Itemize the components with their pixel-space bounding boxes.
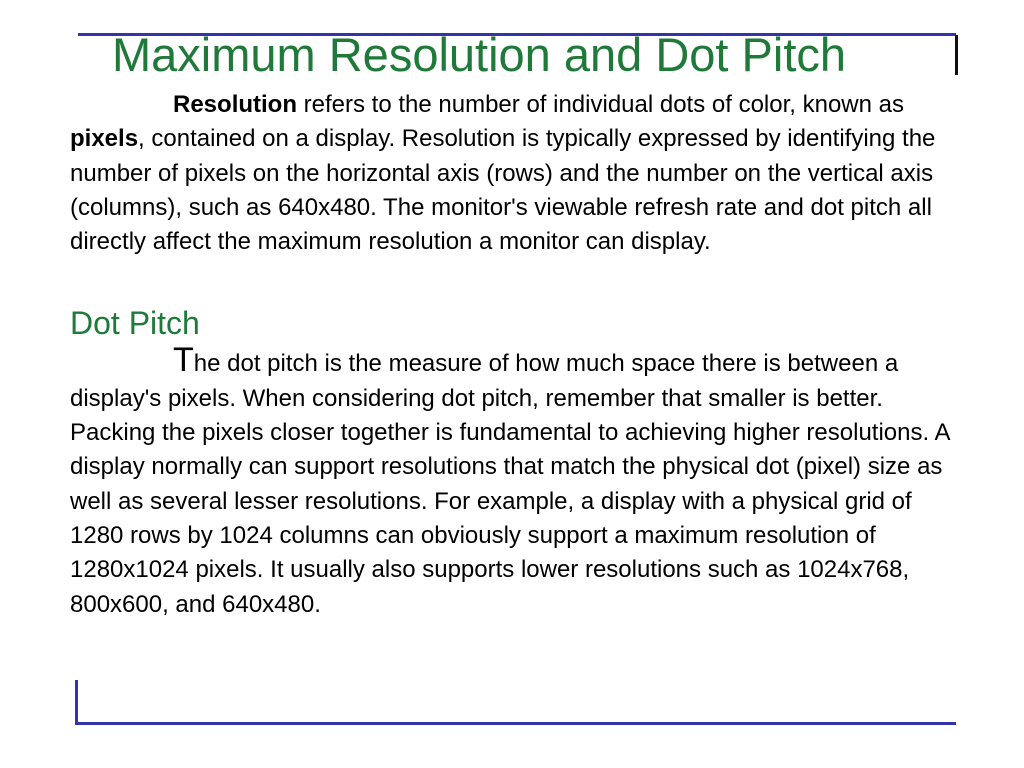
bottom-frame-line bbox=[78, 722, 956, 725]
dot-pitch-text: he dot pitch is the measure of how much space there is between a display's pixels. When considering dot pitch, remember that smaller is better. Packing the pixels closer together is fundamental to achieving higher resolutions. A display normally can support resolutions that match the physical dot (pixel) size as well as several lesser resolutions. For example, a display with a physical grid of 1280 rows by 1024 columns can obviously support a maximum resolution of 1280x1024 pixels. It usually also supports lower resolutions such as 1024x768, 800x600, and 640x480. bbox=[70, 350, 950, 618]
pixels-term: pixels bbox=[70, 125, 139, 153]
left-frame-tick bbox=[75, 680, 78, 725]
right-frame-tick bbox=[955, 35, 958, 75]
slide-title: Maximum Resolution and Dot Pitch bbox=[112, 28, 847, 81]
resolution-text-1: refers to the number of individual dots of color, known as bbox=[297, 91, 904, 118]
dot-pitch-initial: T bbox=[173, 341, 194, 380]
dot-pitch-heading: Dot Pitch bbox=[70, 305, 200, 342]
dot-pitch-paragraph bbox=[70, 343, 950, 621]
section-spacer bbox=[70, 259, 950, 303]
resolution-text-2: , contained on a display. Resolution is typically expressed by identifying the number of pixels on the horizontal axis (rows) and the number on the vertical axis (columns), such as 640x480. The monitor's viewable refresh rate and dot pitch all directly affect the maximum resolution a monitor can display. bbox=[70, 125, 936, 256]
slide-body bbox=[70, 88, 950, 622]
resolution-paragraph bbox=[70, 88, 950, 259]
resolution-term: Resolution bbox=[173, 91, 297, 118]
